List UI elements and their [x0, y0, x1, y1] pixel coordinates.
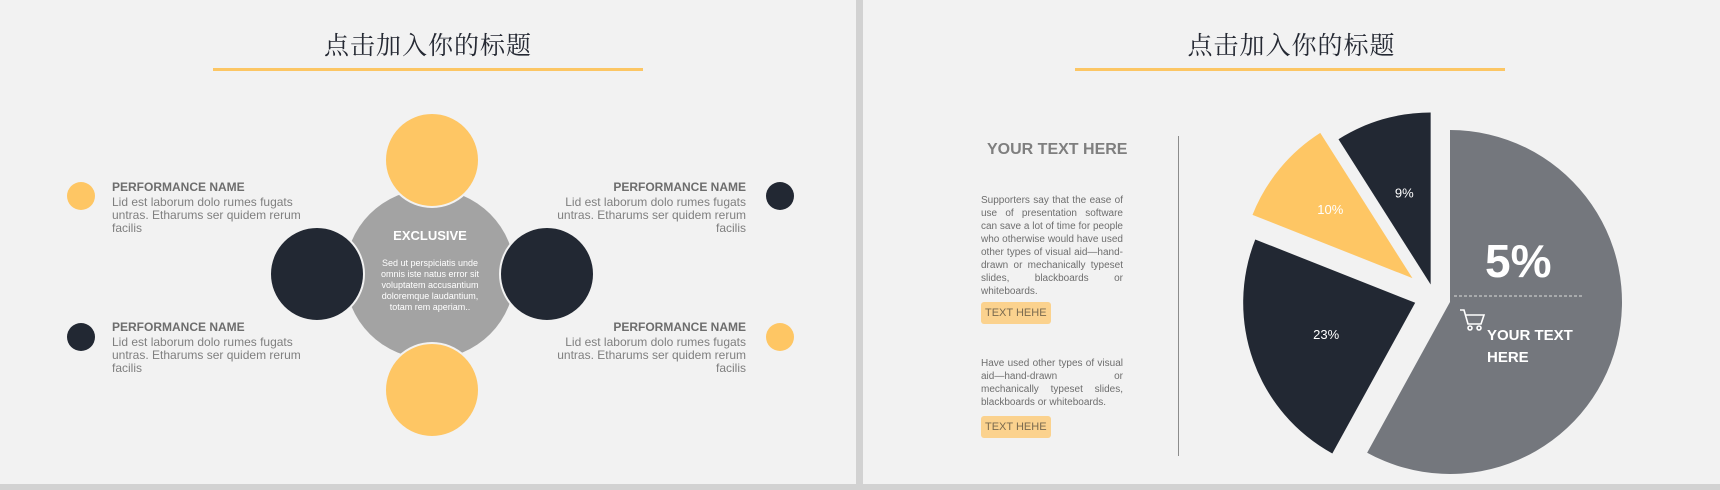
bullet-yellow-dot: [67, 182, 95, 210]
pie-big-label: 5%: [1485, 235, 1552, 287]
pie-slice-label: 10%: [1317, 202, 1344, 218]
text-button[interactable]: TEXT HEHE: [981, 416, 1051, 438]
text-button[interactable]: TEXT HEHE: [981, 302, 1051, 324]
slide-title: 点击加入你的标题: [1187, 31, 1396, 60]
performance-line: Lid est laborum dolo rumes fugats: [112, 195, 293, 209]
performance-line: Lid est laborum dolo rumes fugats: [565, 195, 746, 209]
performance-block: [112, 180, 312, 235]
performance-title: PERFORMANCE NAME: [112, 320, 245, 334]
performance-line: untras. Etharums ser quidem rerum: [557, 348, 746, 362]
performance-text: [546, 336, 746, 375]
center-text-line: Sed ut perspiciatis unde: [381, 258, 479, 268]
slide-title: 点击加入你的标题: [323, 31, 532, 60]
left-dark-circle: [269, 226, 365, 322]
pie-slice-label: 9%: [1394, 185, 1414, 201]
performance-line: facilis: [112, 221, 143, 235]
performance-title: PERFORMANCE NAME: [613, 180, 746, 194]
bullet-dark-dot: [67, 323, 95, 351]
pie-chart: [863, 0, 1720, 484]
slide-left: [0, 0, 856, 484]
performance-line: Lid est laborum dolo rumes fugats: [112, 335, 293, 349]
bottom-yellow-circle: [384, 342, 480, 438]
pie-caption-line: YOUR TEXT: [1487, 327, 1573, 344]
bullet-dark-dot: [766, 182, 794, 210]
right-dark-circle: [499, 226, 595, 322]
performance-line: untras. Etharums ser quidem rerum: [557, 208, 746, 222]
center-text-line: voluptatem accusantium: [381, 280, 479, 290]
performance-block: [112, 320, 312, 375]
center-text-line: omnis iste natus error sit: [380, 269, 480, 279]
body-paragraph: Have used other types of visual aid—hand-drawn or mechanically typeset slides, blackboards or whiteboards.: [981, 358, 1123, 408]
center-text: [360, 258, 500, 313]
performance-block: [546, 180, 746, 235]
performance-title: PERFORMANCE NAME: [112, 180, 245, 194]
center-text-line: doloremque laudantium,: [381, 291, 479, 301]
title-underline: [213, 68, 643, 71]
performance-text: [112, 336, 312, 375]
center-text-line: totam rem aperiam..: [389, 302, 471, 312]
center-heading: EXCLUSIVE: [393, 228, 467, 243]
pie-caption-line: HERE: [1487, 349, 1529, 366]
top-yellow-circle: [384, 112, 480, 208]
performance-title: PERFORMANCE NAME: [613, 320, 746, 334]
performance-line: facilis: [715, 221, 746, 235]
performance-block: [546, 320, 746, 375]
body-paragraph: Supporters say that the ease of use of presentation software can save a lot of time for people who otherwise would have used other types of visual aid—hand-drawn or mechanically typeset slides, blackboards or whiteboards.: [981, 195, 1123, 297]
performance-line: untras. Etharums ser quidem rerum: [112, 348, 301, 362]
performance-text: [112, 196, 312, 235]
performance-line: facilis: [112, 361, 143, 375]
pie-caption: [1487, 325, 1573, 369]
slide-right: [863, 0, 1720, 484]
performance-line: facilis: [715, 361, 746, 375]
performance-text: [546, 196, 746, 235]
bullet-yellow-dot: [766, 323, 794, 351]
section-heading: YOUR TEXT HERE: [987, 141, 1128, 158]
performance-line: Lid est laborum dolo rumes fugats: [565, 335, 746, 349]
pie-slice-label: 23%: [1313, 326, 1340, 342]
performance-line: untras. Etharums ser quidem rerum: [112, 208, 301, 222]
